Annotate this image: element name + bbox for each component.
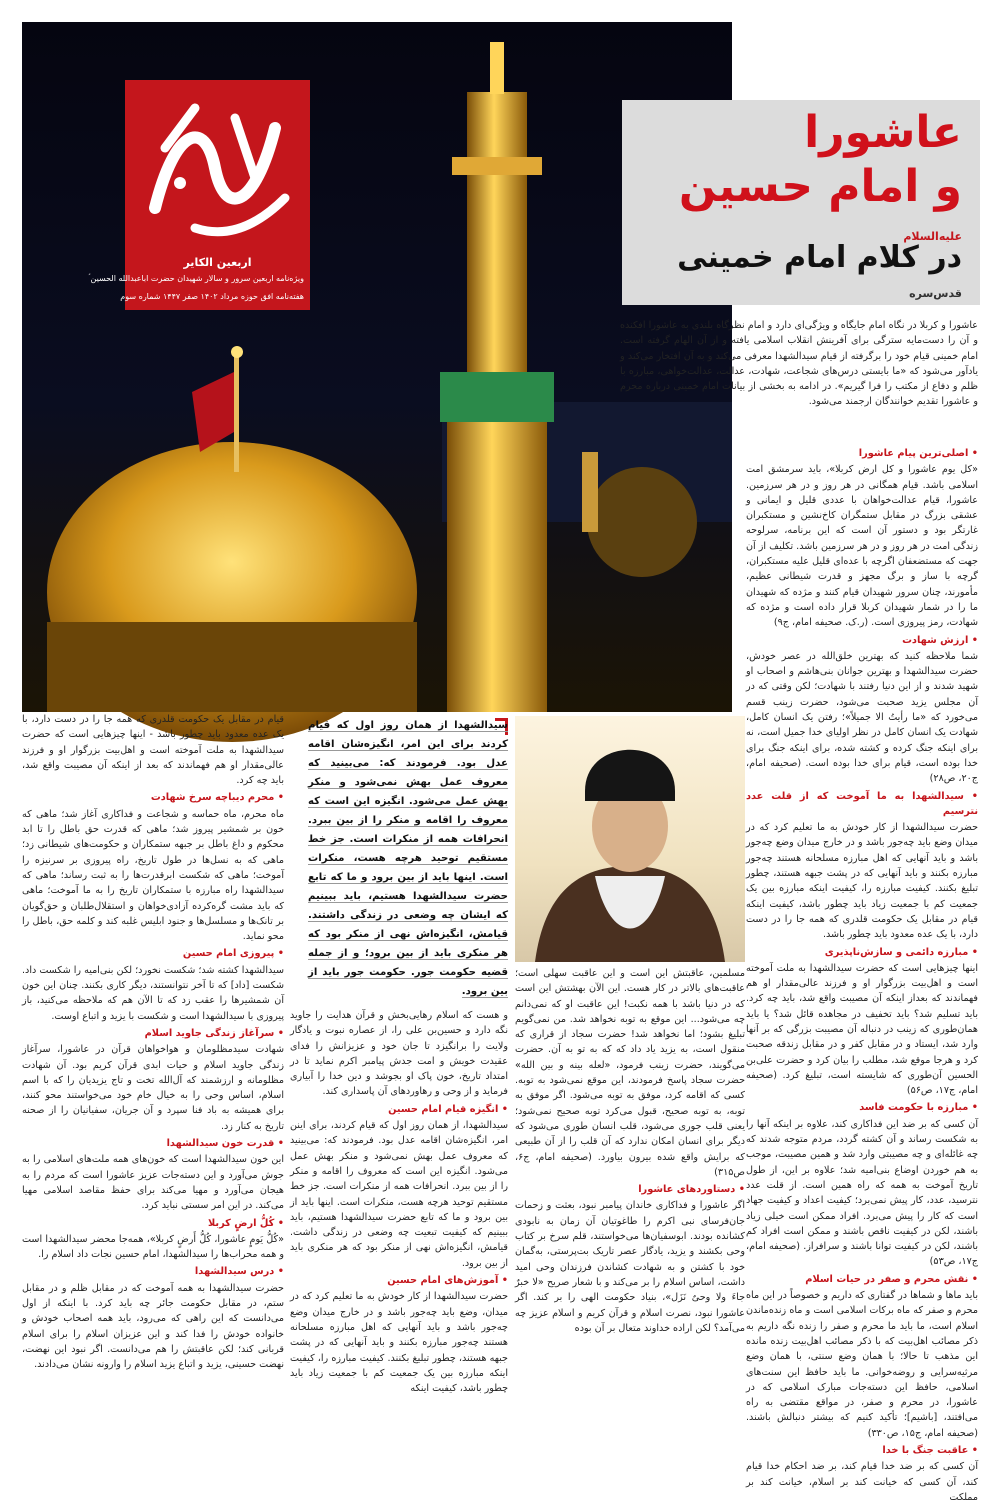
section-text: این خون سیدالشهدا است که خون‌های همه ملت‌های اسلامی را به جوش می‌آورد و این دسته‌جات عزیز عاشورا است که مردم را به هیجان می‌آورد و مهیا می‌کند برای حفظ مقاصد اسلامی مهیا می‌کند. در این امر سستی نباید کرد. <box>22 1154 284 1212</box>
column-left-outer <box>22 712 284 1414</box>
section-text: حضرت سیدالشهدا از کار خودش به ما تعلیم کرد که در میدان وضع باید چه‌جور باشد و در خارج میدان وضع چه‌جور باشد و باید آنهایی که اهل مبارزه مسلحانه هستند چه‌جور مبارزه بکنند و باید آنهایی که در پشت جبهه هستند، چطور تبلیغ بکنند. کیفیت مبارزه را، کیفیت اینکه مبارزه بین یک جمعیت کم با جمعیت زیاد باید چطور باشد، کیفیت اینکه قیام در مقابل یک حکومت قلدری که همه جا را در دست دارد، با یک عده معدود باید چطور باشد. <box>746 822 978 941</box>
section-text: حضرت سیدالشهدا به همه آموخت که در مقابل ظلم و در مقابل ستم، در مقابل حکومت جائر چه باید کرد. با اینکه از اول می‌دانست که این راهی که می‌رود، باید همه اصحاب خودش و خانواده خودش را فدا کند و این عزیزان اسلام را برای اسلام قربانی کند؛ لکن عاقبتش را هم می‌دانست. اگر نبود این نهضت، نهضت حسینی، یزید و اتباع یزید اسلام را وارونه نشان می‌دادند. <box>22 1282 284 1371</box>
section-heading: • آموزش‌های امام حسین <box>290 1273 508 1288</box>
pull-quote-text <box>308 716 508 1001</box>
section-text: شهادت سیدمظلومان و هواخواهان قرآن در عاشورا، سرآغاز زندگی جاوید اسلام و حیات ابدی قرآن کریم بود. آن شهادت مظلومانه و ارزشمند که آل‌الله تخت و تاج یزیدیان را که با اسم اسلام، اساس وحی را به خیال خام خود می‌خواستند محو کنند، برای همیشه به باد فنا سپرد و آن جریان، سفیانیان را از صحنه تاریخ به کنار زد. <box>22 1044 284 1132</box>
section-heading: • اصلی‌ترین پیام عاشورا <box>746 446 978 461</box>
section-text: مسلمین، عاقبتش این است و این عاقبت سهلی است؛ عاقبت‌های بالاتر در کار هست. این الآن بهشتش این است که در دنیا باشد با همه نکبت! این عاقبت او که نمی‌دانم چه می‌شود... این موقع به توبه نخواهد شد. من نمی‌گویم تبلیغ بشود؛ اما نخواهد شد! حضرت سجاد از قراری که منقول است، به یزید یاد داد که که به تو به آن. حضرت می‌گویند، حضرت زینب فرمود، «لعله بینه و بین الله» حضرت سجاد پاسخ فرمودند، این موقع نمی‌شود به توبه. کسی که اقامه کرد، موفق به توبه می‌شود. اگر موفق به توبه، به توبه صحیح، قبول می‌کرد توبه صحیح نمی‌شود؛ یعنی قلب جوری می‌شود، قلب انسان طوری می‌شود که دیگر برای انسان امکان ندارد که آن قلب را از آن طبیعی که برایش واقع شده بیرون بیاورد. (صحیفه امام، ج۶، ص۳۱۵) <box>515 968 745 1178</box>
section-heading: • ارزش شهادت <box>746 633 978 648</box>
section-text: «کُلُّ یَومٍ عاشورا، کُلُّ أَرضٍ کربلا»، همه‌جا محضر سیدالشهدا است و همه محراب‌ها را سیدالشهدا، امام حسین نجات داد اسلام را. <box>22 1233 284 1261</box>
section-text: اگر عاشورا و فداکاری خاندان پیامبر نبود، بعثت و زحمات جان‌فرسای نبی اکرم را طاغوتیان آن زمان به نابودی کشانده بودند. ابوسفیان‌ها می‌خواستند، قلم سرخ بر کتاب وحی بکشند و یزید، یادگار عصر تاریک بت‌پرستی، به‌گمان خود با کشتن و به شهادت کشاندن فرزندان وحی امید داشت، اساس اسلام را بر می‌کند و با شعار صریح «لا خبرٌ جاءَ ولا وحیٌ نَزَل»، بنیاد حکومت الهی را بر کند. اگر عاشورا نبود، نصرت اسلام و قرآن کریم و اسلام عزیز چه می‌آمد؟ لکن اراده خداوند متعال بر آن بوده <box>515 1200 745 1334</box>
portrait-illustration <box>515 716 745 962</box>
imam-khomeini-portrait <box>515 716 745 962</box>
column-middle <box>515 966 745 1416</box>
section-text: شما ملاحظه کنید که بهترین خلق‌الله در عصر خودش، حضرت سیدالشهدا و بهترین جوانان بنی‌هاشم و اصحاب او شهید شدند و از این دنیا رفتند با شهادت؛ لکن وقتی که در آن مجلس یزید صحبت می‌شود، حضرت زینب قسم می‌خورد که «ما رأیتُ الا جمیلاً»؛ رفتن یک انسان کامل، شهادت یک انسان کامل در نظر اولیای خدا جمیل است، نه برای اینکه جنگ کرده و کشته شده، برای اینکه جنگ برای خدا بوده است، قیام برای خدا بوده است. (صحیفه امام، ج۲۰، ص۲۸) <box>746 650 978 785</box>
headline-line3-text: در کلام امام خمینی <box>677 240 962 275</box>
logo-subtitle: ویژه‌نامه اربعین سرور و سالار شهیدان حضرت اباعبدالله الحسین ؑ <box>88 274 304 283</box>
section-text: سیدالشهدا کشته شد؛ شکست نخورد؛ لکن بنی‌امیه را شکست داد. شکست [داد] که تا آخر نتوانستند، دیگر کاری بکنند. چنان این خون آن شمشیرها را عقب زد که تا الآن هم که ملاحظه می‌کنید، باز پیروزی با سیدالشهدا است و شکست با یزید و اتباع اوست. <box>22 964 284 1022</box>
pull-quote-body: سیدالشهدا از همان روز اول که قیام کردند برای این امر، انگیزه‌شان اقامه عدل بود. فرمودند که: می‌بینید که معروف عمل بهش نمی‌شود و منکر بهش عمل می‌شود. انگیزه این است که معروف را اقامه و منکر را از بین ببرد. انحرافات همه از منکرات است. جز خط مستقیم توحید هرچه هست، منکرات است. اینها باید از بین برود و ما که تابع حضرت سیدالشهدا هستیم، باید ببینیم که ایشان چه وضعی در زندگی داشتند. قیامش، انگیزه‌اش نهی از منکر بود که هر منکری باید از بین برود؛ و از جمله قضیه حکومت جور. حکومت جور باید از بین برود. <box>308 720 508 997</box>
section-text: حضرت سیدالشهدا از کار خودش به ما تعلیم کرد که در میدان، وضع باید چه‌جور باشد و در خارج میدان وضع چه‌جور باشد و باید آنهایی که اهل مبارزه مسلحانه هستند چه‌جور مبارزه بکنند و باید آنهایی که در پشت جبهه هستند، چطور تبلیغ بکنند. کیفیت مبارزه را، کیفیت اینکه مبارزه بین یک جمعیت کم با جمعیت زیاد باید چطور باشد، کیفیت اینکه <box>290 1291 508 1395</box>
dome-drum <box>47 622 417 712</box>
section-text: و هست که اسلام رهایی‌بخش و قرآن هدایت را جاوید نگه دارد و حسین‌بن علی را، از عصاره نبوت و یادگار ولایت را برانگیزد تا جان خود و عزیزانش را فدای عقیدت خویش و امت جدش پیامبر اکرم نماید تا در امتداد تاریخ، خون پاک او بجوشد و دین خدا را آبیاری فرماید و از وحی و رهاوردهای آن پاسداری کند. <box>290 1010 508 1098</box>
red-flag <box>192 372 234 452</box>
section-heading: • مبارزه دائمی و سازش‌ناپذیری <box>746 945 978 960</box>
column-right <box>746 444 978 1503</box>
section-heading: • انگیزه قیام امام حسین <box>290 1102 508 1117</box>
section-text: اینها چیزهایی است که حضرت سیدالشهدا به ملت آموخته است و اهل‌بیت بزرگوار او و فرزند عالی‌مقدار او هم فهماندند که بعداز اینکه آن مصیبت واقع شد، باید چه کرد. باید تسلیم شد؟ باید تخفیف در مجاهده قائل شد؟ یا باید همان‌طوری که زینب در دنباله آن مصیبت بزرگی که بر آنها وارد شد، ایستاد و در مقابل کفر و در مقابل زندقه صحبت کرد و هرجا موقع شد، مطلب را بیان کرد و حضرت علی‌بن الحسین آن‌طوری که شایسته است، تبلیغ کرد. (صحیفه امام، ج۱۷، ص۵۶) <box>746 962 978 1097</box>
headline-line1: عاشورا <box>804 107 962 158</box>
minaret-base <box>447 422 547 712</box>
section-heading: • کُلُّ ارضٍ کربلا <box>22 1216 284 1231</box>
section-heading: • مبارزه با حکومت فاسد <box>746 1100 978 1115</box>
column-left-inner <box>290 1008 508 1414</box>
turban <box>585 750 675 801</box>
section-heading: • درس سیدالشهدا <box>22 1264 284 1279</box>
section-heading: • دستاوردهای عاشورا <box>515 1182 745 1197</box>
section-text: باید ماها و شماها در گفتاری که داریم و خصوصاً در این ماه محرم و صفر که ماه برکات اسلامی است و ماه زنده‌ماندن اسلام است، ما باید ما محرم و صفر را زنده نگه داریم به ذکر مصائب اهل‌بیت که با ذکر مصائب اهل‌بیت زنده مانده این مذهب تا حالا؛ با همان وضع سنتی، با همان وضع مرثیه‌سرایی و روضه‌خوانی. ما باید حافظ این سنت‌های اسلامی، حافظ این دسته‌جات مبارک اسلامی که در عاشورا، در محرم و صفر، در مواقع مقتضی به راه می‌افتند، [باشیم]؛ تأکید کنیم که بیشتر دنبالش باشند. (صحیفه امام، ج۱۵، ص۳۳۰) <box>746 1290 978 1439</box>
section-text: آن کسی که بر ضد خدا قیام کند، بر ضد احکام خدا قیام کند، آن کسی که خیانت کند بر اسلام، خیانت کند بر مملکت <box>746 1461 978 1503</box>
section-heading: • سیدالشهدا به ما آموخت که از قلت عدد نترسیم <box>746 789 978 820</box>
section-heading: • محرم دیباچه سرخ شهادت <box>22 790 284 805</box>
issue-info: هفته‌نامه افق حوزه مرداد ۱۴۰۲ صفر ۱۴۴۷ شماره سوم <box>120 292 304 301</box>
flag-pole <box>234 352 239 472</box>
small-dome <box>587 467 697 577</box>
section-heading: • نقش محرم و صفر در حیات اسلام <box>746 1272 978 1287</box>
pole-light <box>231 346 243 358</box>
honorific-1: علیه‌السلام <box>903 230 962 243</box>
section-text: ماه محرم، ماه حماسه و شجاعت و فداکاری آغاز شد؛ ماهی که خون بر شمشیر پیروز شد؛ ماهی که قدرت حق باطل را تا ابد محکوم و داغ باطل بر جبهه ستمکاران و حکومت‌های شیطانی زد؛ ماهی که به نسل‌ها در طول تاریخ، راه پیروزی بر سرنیزه را آموخت؛ ماهی که شکست ابرقدرت‌ها را به ثبت رساند؛ ماهی که سیدالشهدا راه مبارزه با ستمکاران تاریخ را به ما آموخت؛ ماهی که باید مشت گره‌کرده آزادی‌خواهان و استقلال‌طلبان و حق‌گویان بر تانک‌ها و مسلسل‌ها و جنود ابلیس غلبه کند و کلمه حق، باطل را محو نماید. <box>22 808 284 943</box>
minaret-finial <box>490 42 504 94</box>
section-heading: • عاقبت جنگ با خدا <box>746 1443 978 1458</box>
logo-title: اربعین الکایر <box>183 256 252 269</box>
minaret-balcony <box>452 157 542 175</box>
section-text: سیدالشهدا، از همان روز اول که قیام کردند، برای اینن امر، انگیزه‌شان اقامه عدل بود. فرمودند که: می‌بینید که معروف عمل بهش نمی‌شود و منکر بهش عمل می‌شود. انگیزه این است که معروف را اقامه و منکر را از بین ببرد. انحرافات همه از منکرات است. جز خط مستقیم توحید هرچه هست، منکرات است. اینها باید از بین برود و ما که تابع حضرت سیدالشهدا هستیم، باید ببینیم که کیفیت تبعیت چه وضعی در زندگی داشت. قیامش، انگیزه‌اش نهی از منکر بود که هر منکری باید از بین برود. <box>290 1120 508 1269</box>
headline-line2-text: و امام حسین <box>678 161 962 212</box>
section-text: قیام در مقابل یک حکومت قلدری که همه جا را در دست دارد، با یک عده معدود باید چطور باشد - اینها چیزهایی است که حضرت سیدالشهدا به ملت آموخته است و اهل‌بیت بزرگوار او و فرزند عالی‌مقدار او هم فهماندند که بعد از اینکه آن مصیبت واقع شد، باید چه کرد. <box>22 714 284 787</box>
headline-box <box>622 100 980 305</box>
honorific-2: قدس‌سره <box>909 287 962 300</box>
small-minaret <box>582 452 598 532</box>
section-text: آن کسی که بر ضد این فداکاری کند، علاوه بر اینکه آنها را به شکست رساند و آن کشته گردد، مردم متوجه شدند که چه غائله‌ای و چه مصیبتی وارد شد و همین مصیبت، موجب به هم خوردن اوضاع بنی‌امیه شد؛ علاوه بر این، از طول تاریخ آموخت به همه که راه همین است. از قلت عدد نترسید، عدد، کار پیش نمی‌برد؛ کیفیت اعداد و کیفیت جهاد است که کار را پیش می‌برد. افراد ممکن است خیلی زیاد باشند، لکن در کیفیت ناقص باشند و ممکن است افراد کم باشند، لکن در کیفیت توانا باشند و سرافراز. (صحیفه امام، ج۱۷، ص۵۳) <box>746 1118 978 1268</box>
calligraphy-logo <box>135 88 300 248</box>
section-heading: • پیروزی امام حسین <box>22 946 284 961</box>
section-heading: • قدرت خون سیدالشهدا <box>22 1136 284 1151</box>
arbaeen-logo <box>88 80 310 310</box>
intro-paragraph: عاشورا و کربلا در نگاه امام جایگاه و ویژگی‌ای دارد و امام نظرگاه بلندی به عاشورا افکنده و آن را دست‌مایه سترگی برای آفرینش انقلاب اسلامی یافته و از آن الهام گرفته است. امام خمینی قیام خود را برگرفته از قیام سیدالشهدا معرفی می‌کند و به آن افتخار می‌کند و یادآور می‌شود که «ما بایستی درس‌های شجاعت، شهادت، عدالت، عدالت‌خواهی، مبارزه با ظلم و دفاع از مکتب را فرا گیریم». در ادامه به بخشی از بیانات امام خمینی درباره محرم و عاشورا تقدیم خوانندگان ارجمند می‌شود. <box>620 320 978 408</box>
pull-quote <box>290 716 508 998</box>
headline-line3 <box>622 240 962 312</box>
minaret-green-band <box>440 372 554 422</box>
section-text: «کل یوم عاشورا و کل ارض کربلا»، باید سرمشق امت اسلامی باشد. قیام همگانی در هر روز و در هر سرزمین. عاشورا، قیام عدالت‌خواهان با عددی قلیل و ایمانی و عشقی بزرگ در مقابل ستمگران کاخ‌نشین و مستکبران غارتگر بود و دستور آن است که این برنامه، سرلوحه زندگی امت در هر روز و در هر سرزمین باشد. تکلیف از آن جهت که مستضعفان اگرچه با عده‌ای قلیل علیه مستکبران، گرچه با ساز و برگ مجهز و قدرت شیطانی عظیم، مأمورند، چنان سرور شهیدان قیام کنند و مژده که شهیدان ما را در شمار شهیدان کربلا قرار داده است و مژده که شهادت، رمز پیروزی است. (ر.ک. صحیفه امام، ج۹) <box>746 464 978 629</box>
section-heading: • سرآغاز زندگی جاوید اسلام <box>22 1026 284 1041</box>
